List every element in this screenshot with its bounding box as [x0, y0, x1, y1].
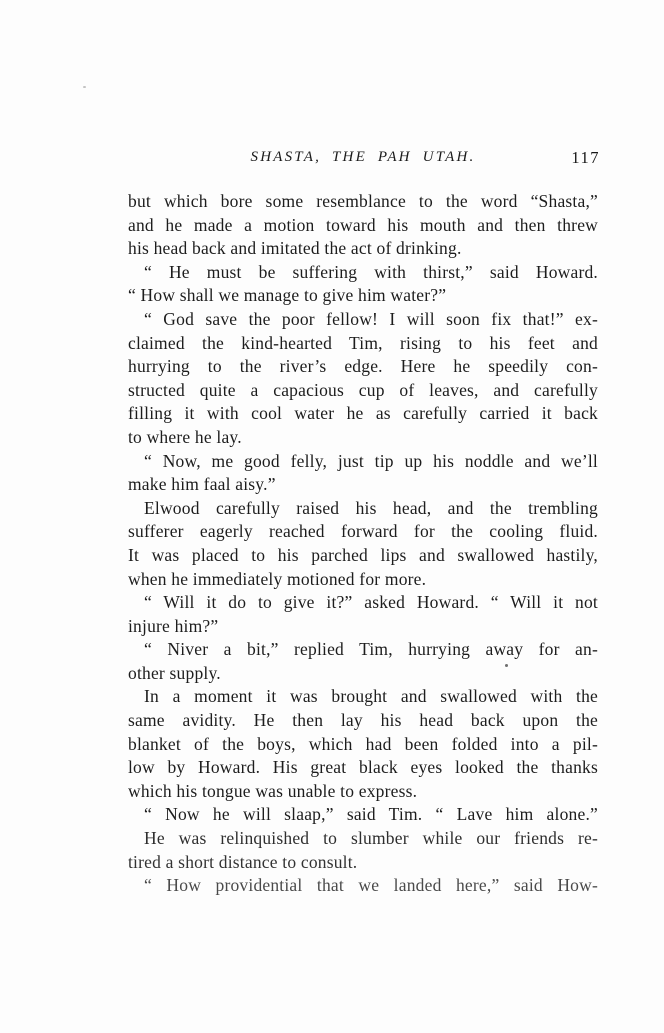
text-line: other supply.: [128, 662, 221, 683]
text-line: “ God save the poor fellow! I will soon fix that!” ex-: [144, 308, 598, 329]
text-line: his head back and imitated the act of drinking.: [128, 238, 462, 259]
text-line: tired a short distance to consult.: [128, 851, 358, 872]
text-line: It was placed to his parched lips and swallowed hastily,: [128, 544, 598, 565]
text-line: “ Niver a bit,” replied Tim, hurrying away for an-: [144, 639, 598, 660]
page-number: 117: [571, 148, 600, 167]
text-line: hurrying to the river’s edge. Here he speedily con-: [128, 356, 598, 377]
text-line: sufferer eagerly reached forward for the cooling fluid.: [128, 521, 598, 542]
text-line: blanket of the boys, which had been folded into a pil-: [128, 733, 598, 754]
text-line: same avidity. He then lay his head back upon the: [128, 710, 598, 731]
text-line: “ How providential that we landed here,” said How-: [144, 875, 598, 896]
text-line: “ He must be suffering with thirst,” said Howard.: [144, 261, 598, 282]
text-line: and he made a motion toward his mouth and then threw: [128, 214, 598, 235]
scan-artifact-speck: [505, 664, 508, 667]
text-line: when he immediately motioned for more.: [128, 568, 427, 589]
text-line: Elwood carefully raised his head, and the trembling: [144, 497, 598, 518]
text-line: low by Howard. His great black eyes looked the thanks: [128, 757, 598, 778]
text-line: “ How shall we manage to give him water?”: [128, 285, 447, 306]
text-line: “ Now he will slaap,” said Tim. “ Lave him alone.”: [144, 804, 598, 825]
text-line: claimed the kind-hearted Tim, rising to his feet and: [128, 332, 598, 353]
text-line: “ Now, me good felly, just tip up his noddle and we’ll: [144, 450, 598, 471]
page-lines: [128, 190, 598, 898]
text-line: but which bore some resemblance to the word “Shasta,”: [128, 191, 598, 211]
text-line: which his tongue was unable to express.: [128, 780, 418, 801]
text-line: He was relinquished to slumber while our friends re-: [144, 828, 598, 849]
scan-artifact-speck: [83, 86, 86, 88]
running-title: SHASTA, THE PAH UTAH.: [250, 149, 476, 165]
text-line: structed quite a capacious cup of leaves, and carefully: [128, 379, 598, 400]
page-header: [128, 149, 598, 171]
text-line: “ Will it do to give it?” asked Howard. “ Will it not: [144, 592, 598, 613]
text-line: make him faal aisy.”: [128, 474, 276, 495]
text-line: filling it with cool water he as carefully carried it back: [128, 403, 598, 424]
text-line: injure him?”: [128, 615, 219, 636]
text-line: to where he lay.: [128, 426, 242, 447]
text-line: In a moment it was brought and swallowed with the: [144, 686, 598, 707]
